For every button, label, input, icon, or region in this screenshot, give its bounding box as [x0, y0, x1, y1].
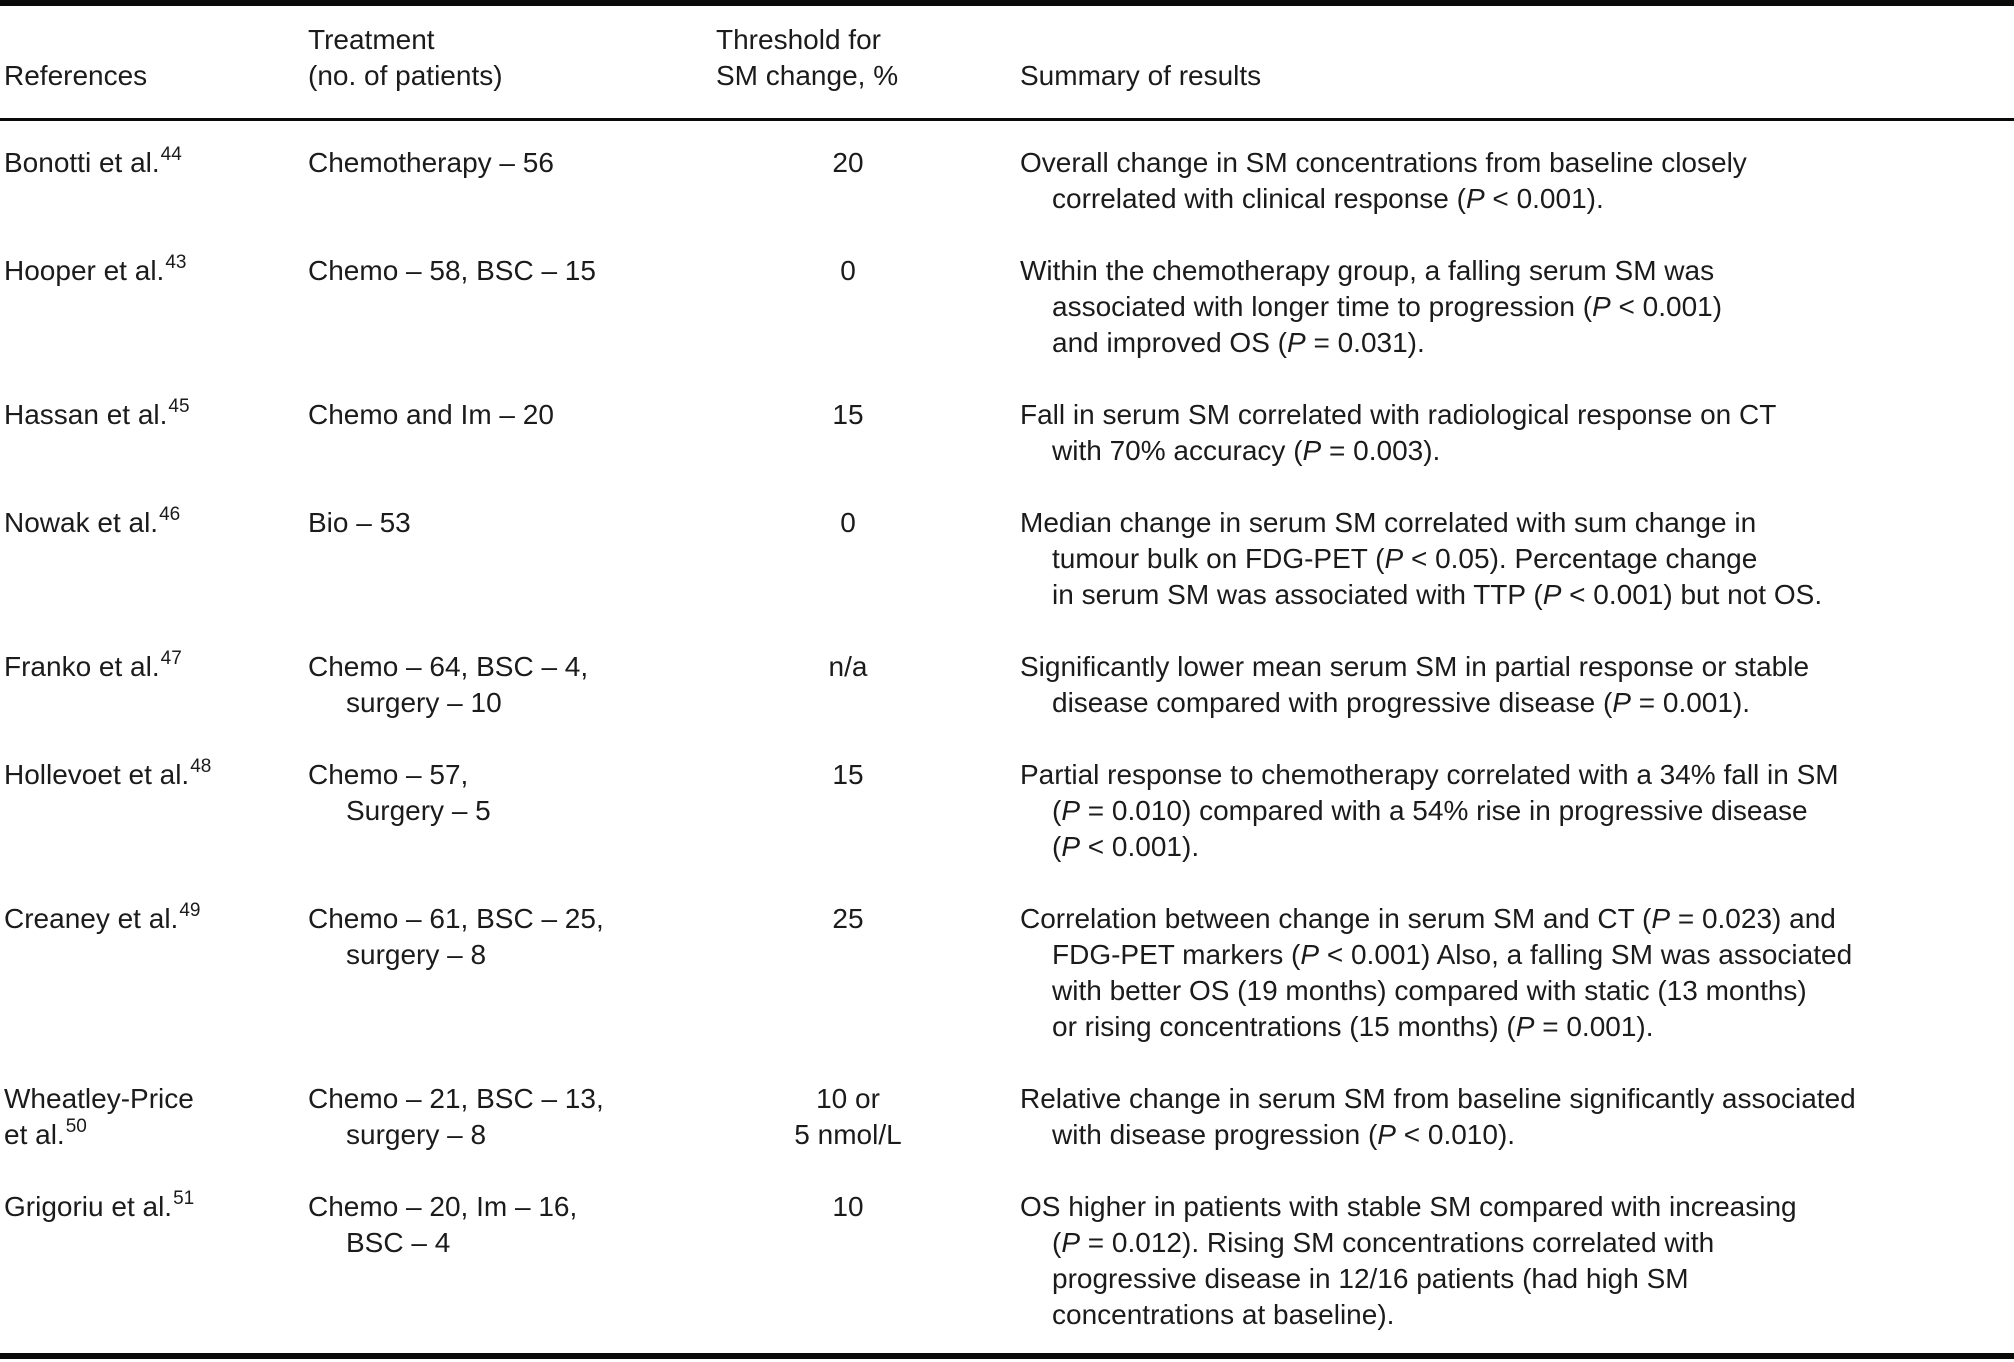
treatment-cell — [308, 397, 716, 505]
cell-line: BSC – 4 — [346, 1227, 451, 1258]
cell-line: Creaney et al.$^{49}$ — [4, 900, 201, 934]
cell-line: Chemo – 61, BSC – 25, — [308, 903, 604, 934]
cell-line: (P = 0.010) compared with a 54% rise in progressive disease — [1052, 795, 1808, 826]
cell-line: Relative change in serum SM from baseline significantly associated — [1020, 1083, 1856, 1114]
table-body — [0, 120, 2014, 1357]
reference-cell — [0, 1081, 308, 1189]
table-row — [0, 1189, 2014, 1356]
cell-line: surgery – 10 — [346, 687, 502, 718]
summary-cell — [980, 397, 2014, 505]
citation-superscript: 46 — [159, 504, 181, 525]
treatment-cell — [308, 649, 716, 757]
cell-line: et al.$^{50}$ — [4, 1116, 87, 1150]
treatment-cell — [308, 1189, 716, 1356]
threshold-cell — [716, 397, 980, 505]
cell-line: with better OS (19 months) compared with static (13 months) — [1052, 975, 1807, 1006]
cell-line: Median change in serum SM correlated with sum change in — [1020, 507, 1757, 538]
cell-line: Chemo – 57, — [308, 759, 469, 790]
cell-line: correlated with clinical response (P < 0.001). — [1052, 183, 1604, 214]
cell-line: 5 nmol/L — [794, 1119, 902, 1150]
cell-line: 10 or — [816, 1083, 880, 1114]
threshold-cell — [716, 901, 980, 1081]
citation-superscript: 45 — [168, 396, 190, 417]
cell-line: Partial response to chemotherapy correlated with a 34% fall in SM — [1020, 759, 1839, 790]
cell-line: n/a — [828, 651, 868, 682]
table-row — [0, 505, 2014, 649]
cell-line: Hooper et al.$^{43}$ — [4, 252, 187, 286]
summary-cell — [980, 757, 2014, 901]
citation-superscript: 49 — [179, 900, 201, 921]
cell-line: Chemo – 21, BSC – 13, — [308, 1083, 604, 1114]
cell-line: in serum SM was associated with TTP (P < 0.001) but not OS. — [1052, 579, 1823, 610]
reference-cell — [0, 757, 308, 901]
cell-line: concentrations at baseline). — [1052, 1299, 1395, 1330]
reference-cell — [0, 120, 308, 254]
treatment-cell — [308, 505, 716, 649]
column-header-treatment — [308, 3, 716, 120]
cell-line: Chemo – 58, BSC – 15 — [308, 255, 596, 286]
cell-line: 10 — [832, 1191, 864, 1222]
threshold-cell — [716, 253, 980, 397]
table-row — [0, 253, 2014, 397]
threshold-cell — [716, 757, 980, 901]
cell-line: (P = 0.012). Rising SM concentrations correlated with — [1052, 1227, 1715, 1258]
cell-line: associated with longer time to progression (P < 0.001) — [1052, 291, 1723, 322]
cell-line: Grigoriu et al.$^{51}$ — [4, 1188, 195, 1222]
citation-superscript: 48 — [190, 756, 212, 777]
table-row — [0, 397, 2014, 505]
citation-superscript: 50 — [65, 1116, 87, 1137]
cell-line: Chemo and Im – 20 — [308, 399, 554, 430]
cell-line: FDG-PET markers (P < 0.001) Also, a falling SM was associated — [1052, 939, 1853, 970]
reference-cell — [0, 649, 308, 757]
treatment-cell — [308, 757, 716, 901]
header-line: SM change, % — [716, 60, 899, 91]
cell-line: Wheatley-Price — [4, 1083, 194, 1114]
cell-line: Chemotherapy – 56 — [308, 147, 554, 178]
header-line: References — [4, 60, 148, 91]
table-row — [0, 649, 2014, 757]
citation-superscript: 44 — [160, 144, 182, 165]
cell-line: progressive disease in 12/16 patients (had high SM — [1052, 1263, 1689, 1294]
cell-line: Bonotti et al.$^{44}$ — [4, 144, 182, 178]
threshold-cell — [716, 1189, 980, 1356]
reference-cell — [0, 505, 308, 649]
table-header — [0, 3, 2014, 120]
treatment-cell — [308, 120, 716, 254]
header-line: Threshold for — [716, 24, 881, 55]
cell-line: OS higher in patients with stable SM compared with increasing — [1020, 1191, 1797, 1222]
reference-cell — [0, 1189, 308, 1356]
column-header-summary — [980, 3, 2014, 120]
table-row — [0, 757, 2014, 901]
cell-line: 20 — [832, 147, 864, 178]
column-header-references — [0, 3, 308, 120]
summary-cell — [980, 649, 2014, 757]
cell-line: Fall in serum SM correlated with radiological response on CT — [1020, 399, 1777, 430]
cell-line: surgery – 8 — [346, 1119, 487, 1150]
reference-cell — [0, 901, 308, 1081]
reference-cell — [0, 253, 308, 397]
header-row — [0, 3, 2014, 120]
cell-line: (P < 0.001). — [1052, 831, 1200, 862]
treatment-cell — [308, 253, 716, 397]
cell-line: and improved OS (P = 0.031). — [1052, 327, 1425, 358]
cell-line: Chemo – 20, Im – 16, — [308, 1191, 578, 1222]
reference-cell — [0, 397, 308, 505]
cell-line: Significantly lower mean serum SM in partial response or stable — [1020, 651, 1810, 682]
treatment-cell — [308, 1081, 716, 1189]
summary-cell — [980, 120, 2014, 254]
cell-line: Chemo – 64, BSC – 4, — [308, 651, 589, 682]
cell-line: Correlation between change in serum SM and CT (P = 0.023) and — [1020, 903, 1836, 934]
table-row — [0, 1081, 2014, 1189]
threshold-cell — [716, 1081, 980, 1189]
citation-superscript: 47 — [160, 648, 182, 669]
cell-line: 0 — [840, 255, 856, 286]
column-header-threshold — [716, 3, 980, 120]
threshold-cell — [716, 120, 980, 254]
treatment-cell — [308, 901, 716, 1081]
cell-line: surgery – 8 — [346, 939, 487, 970]
cell-line: with disease progression (P < 0.010). — [1052, 1119, 1516, 1150]
cell-line: tumour bulk on FDG-PET (P < 0.05). Percentage change — [1052, 543, 1758, 574]
cell-line: Hollevoet et al.$^{48}$ — [4, 756, 212, 790]
cell-line: Surgery – 5 — [346, 795, 491, 826]
summary-cell — [980, 505, 2014, 649]
threshold-cell — [716, 649, 980, 757]
cell-line: 25 — [832, 903, 864, 934]
summary-cell — [980, 901, 2014, 1081]
cell-line: Bio – 53 — [308, 507, 411, 538]
cell-line: with 70% accuracy (P = 0.003). — [1052, 435, 1441, 466]
header-line: Summary of results — [1020, 60, 1262, 91]
cell-line: Franko et al.$^{47}$ — [4, 648, 182, 682]
cell-line: 0 — [840, 507, 856, 538]
threshold-cell — [716, 505, 980, 649]
citation-superscript: 51 — [173, 1188, 195, 1209]
table-row — [0, 120, 2014, 254]
header-line: Treatment — [308, 24, 435, 55]
summary-cell — [980, 253, 2014, 397]
cell-line: Hassan et al.$^{45}$ — [4, 396, 190, 430]
cell-line: Overall change in SM concentrations from baseline closely — [1020, 147, 1747, 178]
cell-line: 15 — [832, 399, 864, 430]
cell-line: or rising concentrations (15 months) (P = 0.001). — [1052, 1011, 1654, 1042]
summary-cell — [980, 1081, 2014, 1189]
cell-line: Nowak et al.$^{46}$ — [4, 504, 181, 538]
cell-line: 15 — [832, 759, 864, 790]
table-row — [0, 901, 2014, 1081]
summary-cell — [980, 1189, 2014, 1356]
cell-line: disease compared with progressive disease (P = 0.001). — [1052, 687, 1751, 718]
header-line: (no. of patients) — [308, 60, 503, 91]
citation-superscript: 43 — [165, 252, 187, 273]
cell-line: Within the chemotherapy group, a falling serum SM was — [1020, 255, 1715, 286]
